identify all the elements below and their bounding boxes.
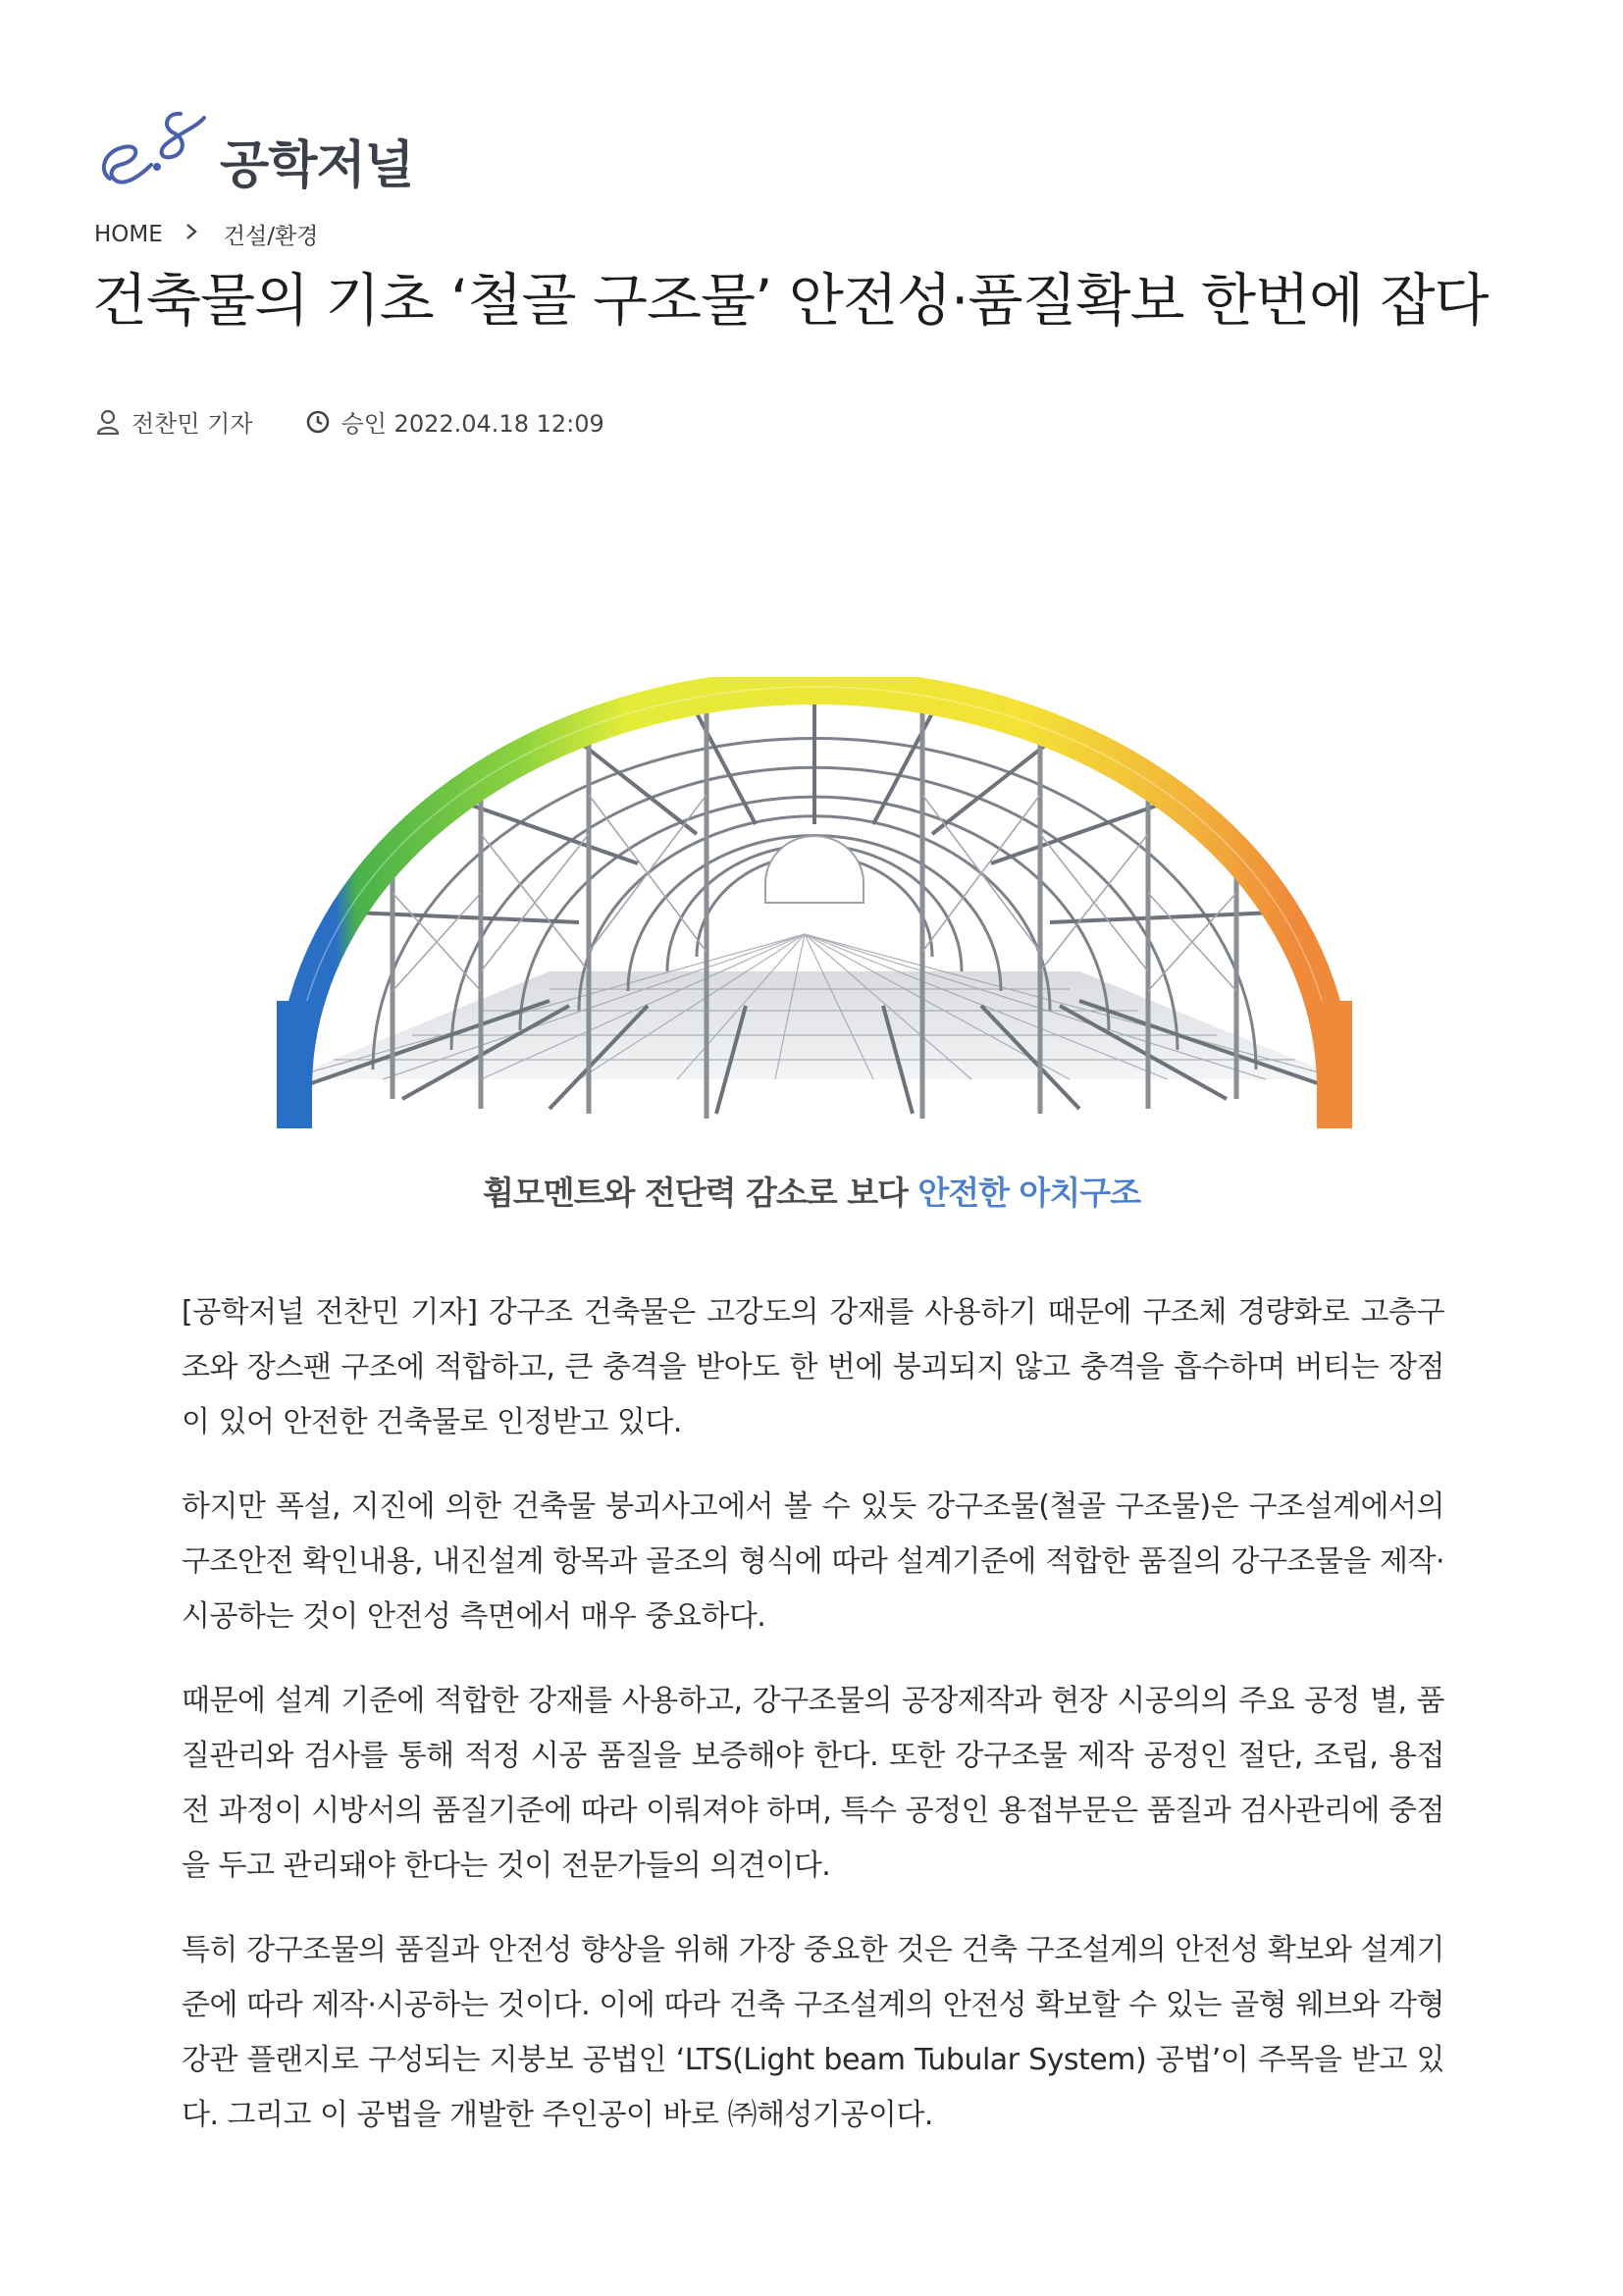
approval-info: [306, 404, 604, 439]
article-figure: [255, 677, 1374, 1226]
article-meta: [96, 404, 604, 439]
article-paragraph: [공학저널 전찬민 기자] 강구조 건축물은 고강도의 강재를 사용하기 때문에 구조체 경량화로 고층구조와 장스팬 구조에 적합하고, 큰 충격을 받아도 한 번에 붕괴되지 않고 충격을 흡수하며 버티는 장점이 있어 안전한 건축물로 인정받고 있다.: [182, 1295, 1444, 1439]
breadcrumb-section[interactable]: 건설/환경: [223, 224, 319, 249]
user-icon: [96, 409, 120, 435]
article-title: 건축물의 기초 ‘철골 구조물’ 안전성·품질확보 한번에 잡다: [92, 267, 1489, 334]
caption-accent: 안전한 아치구조: [917, 1174, 1140, 1212]
article-paragraph: 하지만 폭설, 지진에 의한 건축물 붕괴사고에서 볼 수 있듯 강구조물(철골 구조물)은 구조설계에서의 구조안전 확인내용, 내진설계 항목과 골조의 형식에 따라 설계기준에 적합한 품질의 강구조물을 제작·시공하는 것이 안전성 측면에서 매우 중요하다.: [182, 1489, 1444, 1634]
chevron-right-icon: [184, 222, 198, 246]
article-body: [182, 1285, 1444, 2172]
breadcrumb-home[interactable]: HOME: [94, 221, 163, 247]
site-logo[interactable]: [90, 102, 463, 196]
caption-main: 휨모멘트와 전단력 감소로 보다: [482, 1174, 918, 1212]
arch-structure-illustration: [255, 677, 1374, 1148]
article-paragraph: 특히 강구조물의 품질과 안전성 향상을 위해 가장 중요한 것은 건축 구조설계의 안전성 확보와 설계기준에 따라 제작·시공하는 것이다. 이에 따라 건축 구조설계의 안전성 확보할 수 있는 골형 웨브와 각형강관 플랜지로 구성되는 지붕보 공법인 ‘LTS(Light beam Tubular System) 공법’이 주목을 받고 있다. 그리고 이 공법을 개발한 주인공이 바로 ㈜해성기공이다.: [182, 1933, 1444, 2132]
author-info: [96, 404, 253, 439]
logo-text: 공학저널: [220, 136, 413, 195]
author-name: 전찬민 기자: [131, 410, 253, 438]
breadcrumb: [94, 218, 318, 250]
clock-icon: [306, 410, 330, 434]
figure-caption: [0, 1168, 1623, 1214]
logo-mark-icon: [90, 102, 237, 196]
article-paragraph: 때문에 설계 기준에 적합한 강재를 사용하고, 강구조물의 공장제작과 현장 시공의의 주요 공정 별, 품질관리와 검사를 통해 적정 시공 품질을 보증해야 한다. 또한 강구조물 제작 공정인 절단, 조립, 용접 전 과정이 시방서의 품질기준에 따라 이뤄져야 하며, 특수 공정인 용접부문은 품질과 검사관리에 중점을 두고 관리돼야 한다는 것이 전문가들의 의견이다.: [182, 1684, 1444, 1883]
approval-date: 승인 2022.04.18 12:09: [340, 410, 604, 438]
